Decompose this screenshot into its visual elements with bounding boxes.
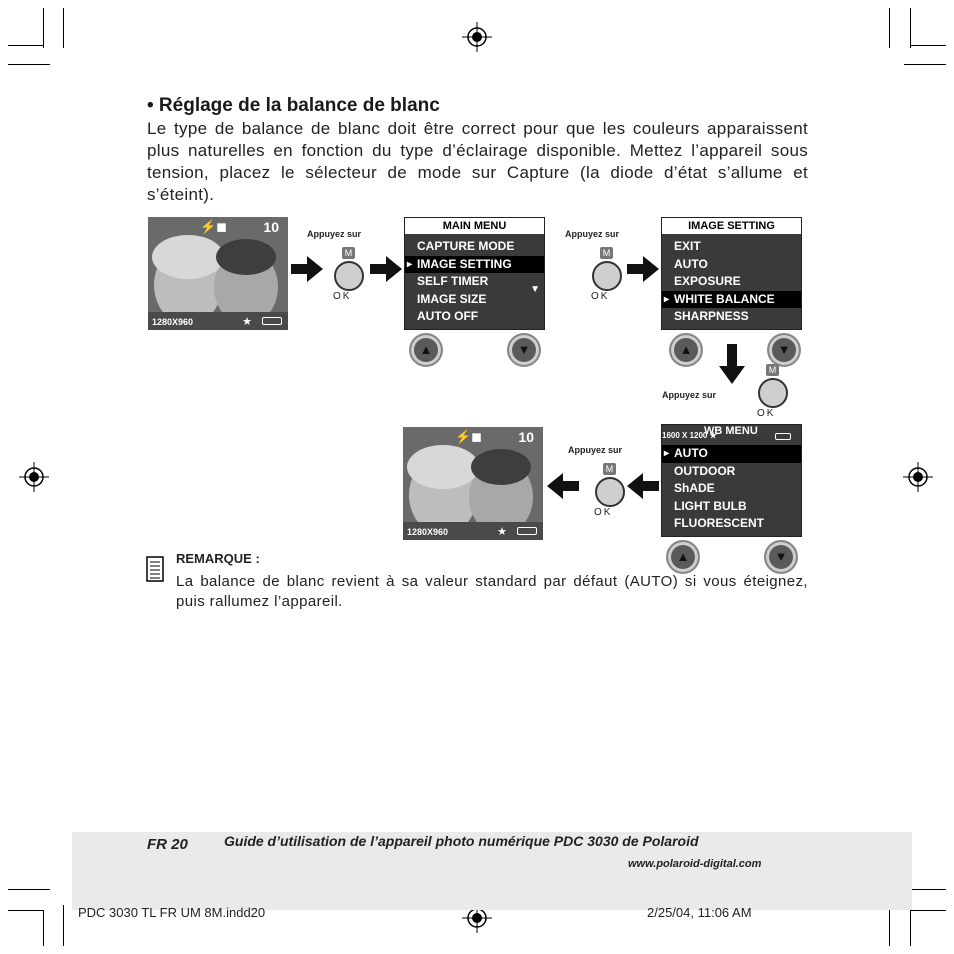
- resolution-label: 1280X960: [152, 317, 194, 327]
- crop-mark: [8, 910, 43, 911]
- ok-label: OK: [591, 291, 610, 302]
- menu-item[interactable]: IMAGE SIZE: [417, 291, 487, 306]
- guide-title: Guide d’utilisation de l’appareil photo numérique PDC 3030 de Polaroid: [224, 833, 699, 849]
- registration-mark-icon: [903, 462, 933, 492]
- menu-item[interactable]: EXIT: [674, 239, 701, 253]
- crop-mark: [8, 64, 50, 65]
- ok-knob[interactable]: [592, 261, 622, 291]
- camera-preview-photo: [148, 217, 288, 330]
- wb-menu-header: [662, 425, 801, 441]
- camera-preview-photo: [403, 427, 543, 540]
- crop-mark: [8, 889, 50, 890]
- menu-item[interactable]: SELF TIMER: [417, 274, 489, 288]
- battery-icon: [517, 527, 537, 535]
- flash-camera-icon: ⚡◼: [200, 219, 227, 234]
- menu-item[interactable]: SHARPNESS: [674, 309, 749, 323]
- note-title: REMARQUE :: [176, 551, 260, 566]
- menu-item-selected[interactable]: ▸ IMAGE SETTING: [405, 256, 544, 274]
- shots-remaining: 10: [518, 429, 534, 445]
- menu-key-label: M: [766, 364, 779, 376]
- wb-menu-screen: [661, 424, 802, 537]
- press-label: Appuyez sur: [662, 390, 717, 400]
- crop-mark: [910, 8, 911, 48]
- menu-key-label: M: [600, 247, 613, 259]
- ok-knob[interactable]: [595, 477, 625, 507]
- menu-title: IMAGE SETTING: [662, 218, 801, 234]
- crop-mark: [8, 45, 43, 46]
- right-arrow-icon: [627, 256, 659, 282]
- website-link[interactable]: www.polaroid-digital.com: [628, 858, 762, 870]
- image-setting-screen: [661, 217, 802, 330]
- down-arrow-icon: [719, 344, 745, 384]
- page-number: FR 20: [147, 836, 188, 853]
- right-arrow-icon: [370, 256, 402, 282]
- registration-mark-icon: [462, 22, 492, 52]
- menu-item[interactable]: FLUORESCENT: [674, 516, 764, 530]
- menu-key-label: M: [603, 463, 616, 475]
- down-button[interactable]: ▼: [507, 333, 541, 367]
- left-arrow-icon: [627, 473, 659, 499]
- up-button[interactable]: ▲: [666, 540, 700, 574]
- file-name: PDC 3030 TL FR UM 8M.indd20: [78, 905, 266, 920]
- crop-mark: [910, 910, 911, 946]
- press-label: Appuyez sur: [307, 229, 362, 239]
- menu-item[interactable]: LIGHT BULB: [674, 498, 747, 513]
- menu-item[interactable]: EXPOSURE: [674, 274, 741, 288]
- up-button[interactable]: ▲: [409, 333, 443, 367]
- right-arrow-icon: [291, 256, 323, 282]
- crop-mark: [889, 905, 890, 946]
- menu-item[interactable]: AUTO: [674, 256, 708, 271]
- shots-remaining: 10: [263, 219, 279, 235]
- press-label: Appuyez sur: [565, 229, 620, 239]
- ok-knob[interactable]: [758, 378, 788, 408]
- menu-item-selected[interactable]: ▸ WHITE BALANCE: [662, 291, 801, 309]
- flash-camera-icon: ⚡◼: [455, 429, 482, 444]
- ok-label: OK: [757, 408, 776, 419]
- intro-paragraph: Le type de balance de blanc doit être correct pour que les couleurs apparaissent plus naturelles en fonction du type d’éclairage disponible. Mettez l’appareil sous tension, placez le sélecteur de mode sur Capture (la diode d’état s’allume et s’éteint).: [147, 119, 808, 204]
- crop-mark: [904, 64, 946, 65]
- battery-icon: [775, 433, 791, 440]
- section-heading: • Réglage de la balance de blanc: [147, 95, 440, 116]
- note-icon: [146, 556, 164, 582]
- press-label: Appuyez sur: [568, 445, 623, 455]
- left-arrow-icon: [547, 473, 579, 499]
- ok-label: OK: [333, 291, 352, 302]
- ok-knob[interactable]: [334, 261, 364, 291]
- status-readout: 1600 X 1200 ★: [662, 431, 717, 440]
- ok-button[interactable]: [587, 247, 627, 313]
- crop-mark: [910, 45, 946, 46]
- crop-mark: [889, 8, 890, 48]
- crop-mark: [63, 905, 64, 946]
- main-menu-screen: [404, 217, 545, 330]
- quality-star-icon: ★: [242, 316, 252, 328]
- down-button[interactable]: ▼: [767, 333, 801, 367]
- crop-mark: [43, 8, 44, 48]
- menu-title: WB MENU: [704, 425, 758, 437]
- crop-mark: [910, 910, 946, 911]
- down-button[interactable]: ▼: [764, 540, 798, 574]
- timestamp: 2/25/04, 11:06 AM: [647, 905, 752, 920]
- up-button[interactable]: ▲: [669, 333, 703, 367]
- menu-item[interactable]: AUTO OFF: [417, 309, 479, 323]
- menu-title: MAIN MENU: [405, 218, 544, 234]
- scroll-down-icon: ▼: [530, 284, 540, 295]
- quality-star-icon: ★: [497, 526, 507, 538]
- resolution-label: 1280X960: [407, 527, 449, 537]
- menu-item[interactable]: CAPTURE MODE: [417, 239, 515, 253]
- menu-item-selected[interactable]: ▸ AUTO: [662, 445, 801, 463]
- registration-mark-icon: [19, 462, 49, 492]
- ok-button[interactable]: [329, 247, 369, 313]
- crop-mark: [43, 910, 44, 946]
- ok-button[interactable]: [590, 463, 630, 529]
- ok-button[interactable]: [753, 364, 793, 430]
- crop-mark: [63, 8, 64, 48]
- ok-label: OK: [594, 507, 613, 518]
- menu-item[interactable]: OUTDOOR: [674, 463, 736, 478]
- menu-key-label: M: [342, 247, 355, 259]
- battery-icon: [262, 317, 282, 325]
- note-text: La balance de blanc revient à sa valeur standard par défaut (AUTO) si vous éteignez, puis rallumez l’appareil.: [176, 573, 808, 610]
- menu-item[interactable]: ShADE: [674, 481, 715, 495]
